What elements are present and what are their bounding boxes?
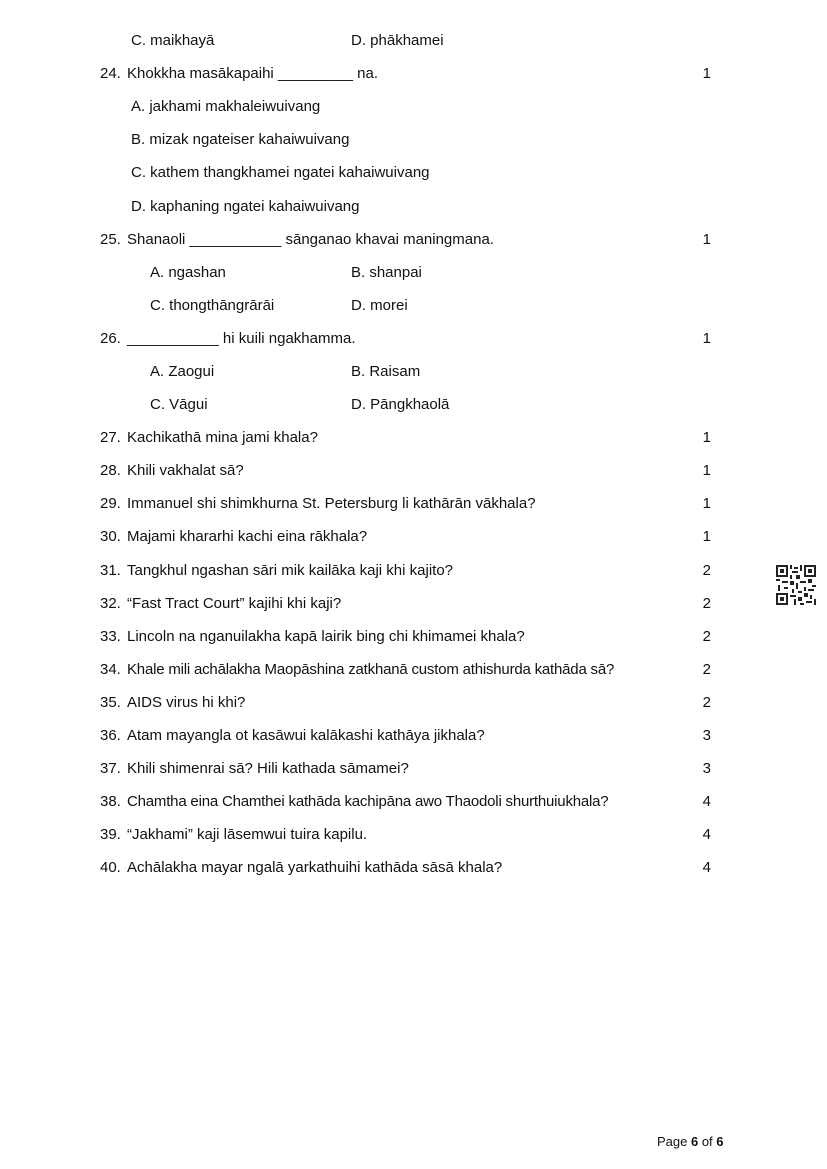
option-d: D. kaphaning ngatei kahaiwuivang bbox=[131, 198, 360, 215]
question-number: 33. bbox=[100, 628, 121, 645]
question-number: 38. bbox=[100, 793, 121, 810]
question-number: 28. bbox=[100, 462, 121, 479]
option-b: B. shanpai bbox=[351, 264, 422, 281]
question-text: Kachikathā mina jami khala? bbox=[127, 429, 318, 446]
question-number: 26. bbox=[100, 330, 121, 347]
question-marks: 1 bbox=[702, 231, 711, 248]
question-marks: 3 bbox=[702, 727, 711, 744]
question-marks: 3 bbox=[702, 760, 711, 777]
question-text: Khili vakhalat sā? bbox=[127, 462, 244, 479]
total-pages: 6 bbox=[716, 1134, 724, 1149]
question-number: 27. bbox=[100, 429, 121, 446]
footer-prefix: Page bbox=[657, 1134, 691, 1149]
question-number: 39. bbox=[100, 826, 121, 843]
question-number: 24. bbox=[100, 65, 121, 82]
question-text: Immanuel shi shimkhurna St. Petersburg li kathārān vākhala? bbox=[127, 495, 536, 512]
option-b: B. mizak ngateiser kahaiwuivang bbox=[131, 131, 350, 148]
option-c: C. kathem thangkhamei ngatei kahaiwuivang bbox=[131, 164, 430, 181]
footer-of: of bbox=[698, 1134, 717, 1149]
question-marks: 1 bbox=[702, 462, 711, 479]
option-a: A. ngashan bbox=[150, 264, 226, 281]
question-text: ___________ hi kuili ngakhamma. bbox=[127, 330, 356, 347]
option-a: A. jakhami makhaleiwuivang bbox=[131, 98, 321, 115]
question-text: Khokkha masākapaihi _________ na. bbox=[127, 65, 379, 82]
question-marks: 4 bbox=[702, 793, 711, 810]
question-text: Khale mili achālakha Maopāshina zatkhanā custom athishurda kathāda sā? bbox=[127, 661, 615, 678]
question-number: 29. bbox=[100, 495, 121, 512]
option-d: D. Pāngkhaolā bbox=[351, 396, 450, 413]
page-footer bbox=[657, 1134, 724, 1149]
question-marks: 2 bbox=[702, 595, 711, 612]
question-marks: 4 bbox=[702, 859, 711, 876]
question-text: Tangkhul ngashan sāri mik kailāka kaji khi kajito? bbox=[127, 562, 454, 579]
question-text: Shanaoli ___________ sānganao khavai maningmana. bbox=[127, 231, 494, 248]
question-number: 25. bbox=[100, 231, 121, 248]
option-d: D. phākhamei bbox=[351, 32, 444, 49]
question-marks: 4 bbox=[702, 826, 711, 843]
question-number: 34. bbox=[100, 661, 121, 678]
question-text: Khili shimenrai sā? Hili kathada sāmamei? bbox=[127, 760, 409, 777]
option-c: C. thongthāngrārāi bbox=[150, 297, 275, 314]
question-text: Chamtha eina Chamthei kathāda kachipāna awo Thaodoli shurthuiukhala? bbox=[127, 793, 609, 810]
question-text: Majami khararhi kachi eina rākhala? bbox=[127, 528, 368, 545]
question-marks: 2 bbox=[702, 628, 711, 645]
question-text: Lincoln na nganuilakha kapā lairik bing chi khimamei khala? bbox=[127, 628, 525, 645]
question-marks: 1 bbox=[702, 495, 711, 512]
question-marks: 1 bbox=[702, 429, 711, 446]
question-number: 31. bbox=[100, 562, 121, 579]
question-marks: 2 bbox=[702, 694, 711, 711]
question-number: 35. bbox=[100, 694, 121, 711]
question-number: 37. bbox=[100, 760, 121, 777]
question-text: AIDS virus hi khi? bbox=[127, 694, 246, 711]
current-page: 6 bbox=[690, 1134, 699, 1149]
qr-code-icon bbox=[776, 565, 816, 605]
question-number: 30. bbox=[100, 528, 121, 545]
option-c: C. maikhayā bbox=[131, 32, 215, 49]
question-marks: 1 bbox=[702, 528, 711, 545]
question-number: 36. bbox=[100, 727, 121, 744]
question-number: 32. bbox=[100, 595, 121, 612]
question-text: Achālakha mayar ngalā yarkathuihi kathāda sāsā khala? bbox=[127, 859, 503, 876]
question-number: 40. bbox=[100, 859, 121, 876]
question-text: Atam mayangla ot kasāwui kalākashi kathāya jikhala? bbox=[127, 727, 485, 744]
option-c: C. Vāgui bbox=[150, 396, 208, 413]
question-marks: 1 bbox=[702, 330, 711, 347]
option-b: B. Raisam bbox=[351, 363, 421, 380]
question-marks: 2 bbox=[702, 661, 711, 678]
question-marks: 2 bbox=[702, 562, 711, 579]
question-text: “Jakhami” kaji lāsemwui tuira kapilu. bbox=[127, 826, 368, 843]
question-text: “Fast Tract Court” kajihi khi kaji? bbox=[127, 595, 342, 612]
option-a: A. Zaogui bbox=[150, 363, 215, 380]
question-marks: 1 bbox=[702, 65, 711, 82]
option-d: D. morei bbox=[351, 297, 408, 314]
